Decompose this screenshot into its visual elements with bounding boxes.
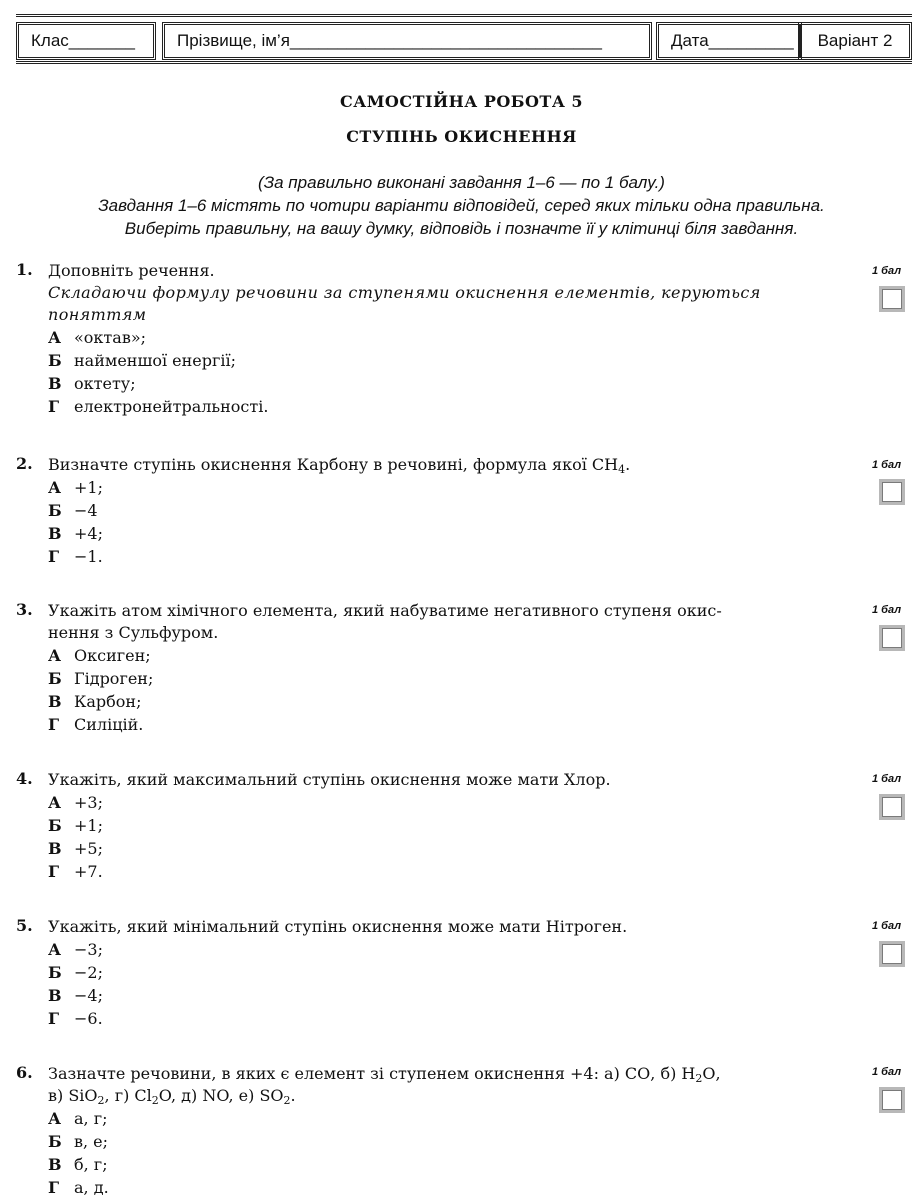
option-b: [48, 499, 816, 522]
question-text-end: .: [625, 455, 631, 474]
option-text: а, д.: [74, 1178, 109, 1197]
option-letter: В: [48, 524, 62, 543]
answer-box-4[interactable]: [879, 794, 905, 820]
option-text: в, е;: [74, 1132, 109, 1151]
option-a: [48, 644, 816, 667]
header-bar: [16, 14, 912, 64]
option-letter: Б: [48, 501, 62, 520]
task-question: Укажіть, який мінімальний ступінь окиснення може мати Нітроген.: [48, 917, 628, 936]
option-letter: В: [48, 374, 62, 393]
question-text: , г) Cl: [104, 1086, 152, 1105]
option-text: Силіцій.: [74, 715, 144, 734]
option-text: «октав»;: [74, 328, 146, 347]
task-number: 4.: [16, 769, 33, 788]
option-v: [48, 1153, 816, 1176]
option-a: [48, 476, 816, 499]
question-text: .: [290, 1086, 296, 1105]
score-label-4: 1 бал: [872, 773, 902, 785]
task-question-line-2: [48, 1085, 816, 1107]
option-letter: А: [48, 328, 62, 347]
task-number: 6.: [16, 1063, 33, 1082]
option-letter: В: [48, 839, 62, 858]
option-letter: Б: [48, 669, 62, 688]
option-text: б, г;: [74, 1155, 108, 1174]
task-6: [16, 1063, 816, 1199]
option-text: електронейтральності.: [74, 397, 269, 416]
option-h: [48, 545, 816, 568]
task-5: [16, 916, 816, 1030]
subscript: 4: [618, 463, 626, 476]
option-letter: Г: [48, 1009, 60, 1028]
option-letter: Г: [48, 397, 60, 416]
page-title: САМОСТІЙНА РОБОТА 5: [339, 92, 584, 111]
option-text: а, г;: [74, 1109, 108, 1128]
option-b: [48, 667, 816, 690]
instruction-line-2: Завдання 1–6 містять по чотири варіанти відповідей, серед яких тільки одна правильна.: [98, 196, 825, 215]
task-question-line-1: Укажіть атом хімічного елемента, який набуватиме негативного ступеня окис-: [48, 601, 722, 620]
option-text: +5;: [74, 839, 103, 858]
answer-box-1[interactable]: [879, 286, 905, 312]
instruction-line-1: (За правильно виконані завдання 1–6 — по 1 балу.): [258, 173, 665, 192]
name-field[interactable]: Прізвище, ім’я_________________________________: [162, 22, 652, 60]
option-letter: В: [48, 692, 62, 711]
option-letter: А: [48, 1109, 62, 1128]
option-a: [48, 326, 816, 349]
option-a: [48, 791, 816, 814]
option-text: +3;: [74, 793, 103, 812]
option-letter: Г: [48, 862, 60, 881]
option-v: [48, 690, 816, 713]
question-text: O, д) NO, е) SO: [158, 1086, 284, 1105]
task-number: 3.: [16, 600, 33, 619]
question-text: Зазначте речовини, в яких є елемент зі ступенем окиснення +4: а) СО, б) Н: [48, 1064, 696, 1083]
score-label-3: 1 бал: [872, 604, 902, 616]
option-letter: А: [48, 478, 62, 497]
option-text: −3;: [74, 940, 103, 959]
subscript: 2: [97, 1094, 105, 1107]
task-number: 2.: [16, 454, 33, 473]
option-text: +1;: [74, 478, 103, 497]
question-text: О,: [702, 1064, 721, 1083]
option-v: [48, 984, 816, 1007]
question-text: в) SiO: [48, 1086, 98, 1105]
option-letter: В: [48, 1155, 62, 1174]
option-letter: А: [48, 793, 62, 812]
option-h: [48, 713, 816, 736]
option-a: [48, 1107, 816, 1130]
instruction-line-3: Виберіть правильну, на вашу думку, відповідь і позначте її у клітинці біля завдання.: [124, 219, 799, 238]
option-v: [48, 372, 816, 395]
task-question-line-1: [48, 1063, 816, 1085]
page-subtitle: СТУПІНЬ ОКИСНЕННЯ: [346, 127, 577, 146]
option-h: [48, 1007, 816, 1030]
option-text: Оксиген;: [74, 646, 151, 665]
option-text: найменшої енергії;: [74, 351, 237, 370]
option-text: октету;: [74, 374, 136, 393]
option-h: [48, 1176, 816, 1199]
variant-label: Варіант 2: [798, 22, 912, 60]
option-v: [48, 837, 816, 860]
option-v: [48, 522, 816, 545]
option-b: [48, 349, 816, 372]
option-letter: Г: [48, 1178, 60, 1197]
subscript: 2: [283, 1094, 291, 1107]
option-text: +1;: [74, 816, 103, 835]
option-letter: Б: [48, 1132, 62, 1151]
option-letter: Б: [48, 816, 62, 835]
option-text: −4: [74, 501, 98, 520]
task-4: [16, 769, 816, 883]
task-note: Складаючи формулу речовини за ступенями окиснення елементів, керуються поняттям: [48, 283, 761, 324]
option-h: [48, 860, 816, 883]
option-text: −6.: [74, 1009, 103, 1028]
task-question: [48, 454, 816, 476]
answer-box-3[interactable]: [879, 625, 905, 651]
answer-box-2[interactable]: [879, 479, 905, 505]
task-3: [16, 600, 816, 736]
subscript: 2: [151, 1094, 159, 1107]
option-text: Гідроген;: [74, 669, 154, 688]
option-letter: А: [48, 940, 62, 959]
option-letter: А: [48, 646, 62, 665]
task-question: Укажіть, який максимальний ступінь окиснення може мати Хлор.: [48, 770, 611, 789]
task-question: Доповніть речення.: [48, 261, 215, 280]
class-field[interactable]: Клас_______: [16, 22, 156, 60]
date-field[interactable]: Дата_________: [656, 22, 802, 60]
score-label-5: 1 бал: [872, 920, 902, 932]
task-question-line-2: нення з Сульфуром.: [48, 623, 219, 642]
score-label-6: 1 бал: [872, 1066, 902, 1078]
score-label-2: 1 бал: [872, 459, 902, 471]
option-text: +4;: [74, 524, 103, 543]
answer-box-6[interactable]: [879, 1087, 905, 1113]
option-text: −2;: [74, 963, 103, 982]
option-text: −1.: [74, 547, 103, 566]
option-letter: Б: [48, 963, 62, 982]
option-letter: Г: [48, 547, 60, 566]
option-h: [48, 395, 816, 418]
option-b: [48, 1130, 816, 1153]
question-text: Визначте ступінь окиснення Карбону в речовині, формула якої СН: [48, 455, 619, 474]
option-letter: В: [48, 986, 62, 1005]
score-label-1: 1 бал: [872, 265, 902, 277]
answer-box-5[interactable]: [879, 941, 905, 967]
option-text: −4;: [74, 986, 103, 1005]
task-number: 5.: [16, 916, 33, 935]
task-2: [16, 454, 816, 568]
option-a: [48, 938, 816, 961]
option-letter: Б: [48, 351, 62, 370]
option-text: +7.: [74, 862, 103, 881]
task-1: [16, 260, 816, 418]
option-b: [48, 814, 816, 837]
option-b: [48, 961, 816, 984]
subscript: 2: [695, 1072, 703, 1085]
option-letter: Г: [48, 715, 60, 734]
option-text: Карбон;: [74, 692, 142, 711]
task-number: 1.: [16, 260, 33, 279]
